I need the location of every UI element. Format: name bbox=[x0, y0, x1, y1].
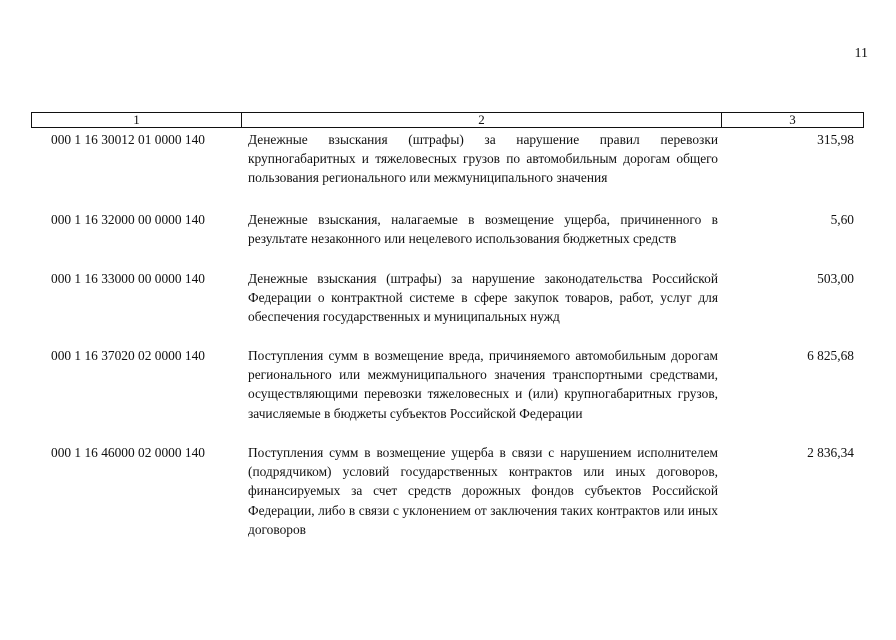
amount-value: 2 836,34 bbox=[807, 445, 854, 460]
budget-code: 000 1 16 37020 02 0000 140 bbox=[51, 348, 205, 363]
revenue-description: Поступления сумм в возмещение ущерба в связи с нарушением исполнителем (подрядчиком) условий государственных контрактов или иных договоров, финансируемых за счет средств дорожных фондов субъектов Российской Федерации, либо в связи с уклонением от заключения таких контрактов или иных договоров bbox=[248, 445, 718, 537]
budget-code: 000 1 16 46000 02 0000 140 bbox=[51, 445, 205, 460]
revenue-description: Поступления сумм в возмещение вреда, причиняемого автомобильным дорогам регионального или межмуниципального значения транспортными средствами, осуществляющими перевозки тяжеловесных и (или) крупногабаритных грузов, зачисляемые в бюджеты субъектов Российской Федерации bbox=[248, 348, 718, 421]
amount-value: 315,98 bbox=[817, 132, 854, 147]
revenue-description: Денежные взыскания, налагаемые в возмещение ущерба, причиненного в результате незаконного или нецелевого использования бюджетных средств bbox=[248, 212, 718, 247]
amount-value: 6 825,68 bbox=[807, 348, 854, 363]
budget-code: 000 1 16 30012 01 0000 140 bbox=[51, 132, 205, 147]
column-header-1: 1 bbox=[32, 113, 242, 127]
amount-value: 503,00 bbox=[817, 271, 854, 286]
revenue-description: Денежные взыскания (штрафы) за нарушение правил перевозки крупногабаритных и тяжеловесных грузов по автомобильным дорогам общего пользования регионального или межмуниципального значения bbox=[248, 132, 718, 186]
column-header-3: 3 bbox=[789, 112, 796, 127]
table-header-row bbox=[31, 112, 864, 128]
column-header-2: 2 bbox=[242, 113, 722, 127]
budget-code: 000 1 16 32000 00 0000 140 bbox=[51, 212, 205, 227]
amount-value: 5,60 bbox=[830, 212, 854, 227]
page-number: 11 bbox=[854, 46, 868, 61]
revenue-description: Денежные взыскания (штрафы) за нарушение законодательства Российской Федерации о контрактной системе в сфере закупок товаров, работ, услуг для обеспечения государственных и муниципальных нужд bbox=[248, 271, 718, 325]
budget-code: 000 1 16 33000 00 0000 140 bbox=[51, 271, 205, 286]
